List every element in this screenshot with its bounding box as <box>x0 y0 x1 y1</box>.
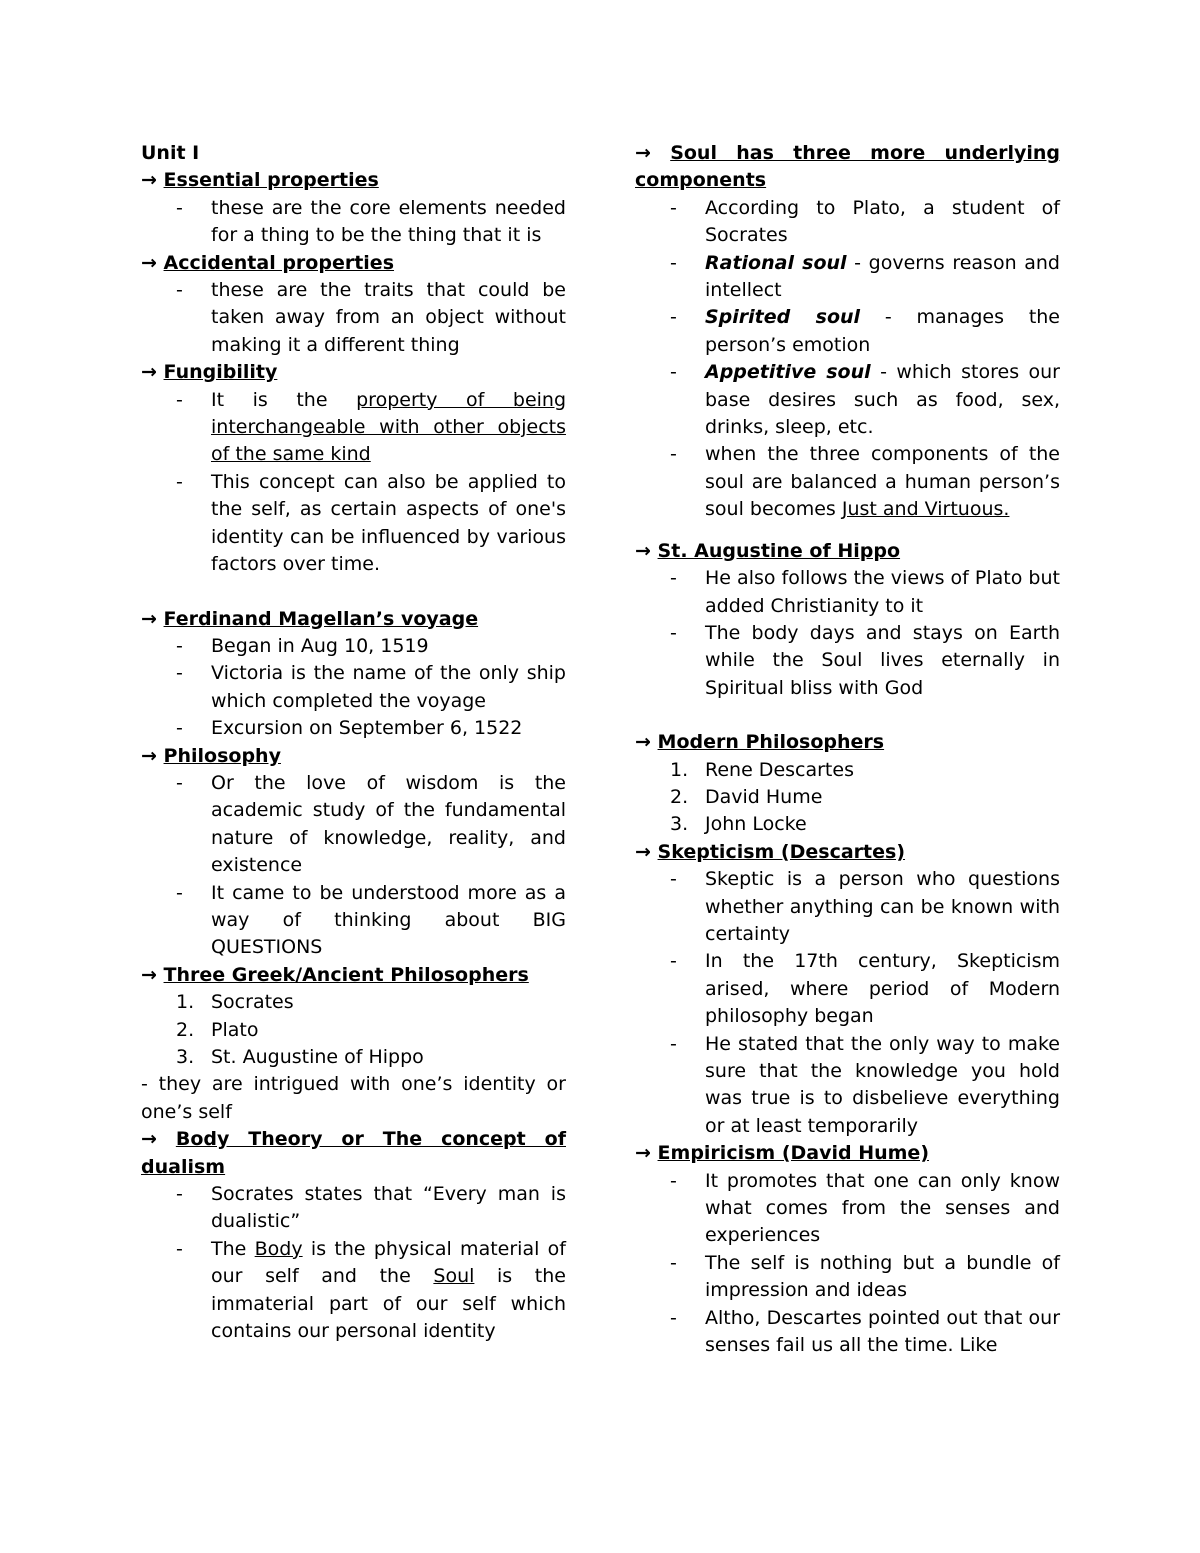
numbered-item: 1. Rene Descartes <box>670 758 854 781</box>
list-item: - According to Plato, a student of Socrates <box>670 196 1060 247</box>
numbered-item: 2. Plato <box>176 1018 259 1041</box>
arrow-icon: → <box>141 1128 157 1151</box>
arrow-icon: → <box>141 251 157 274</box>
arrow-icon: → <box>635 1142 651 1165</box>
list-item: - Skeptic is a person who questions whether anything can be known with certainty <box>670 868 1060 945</box>
arrow-icon: → <box>635 539 651 562</box>
list-item: - It is the property of being interchangeable with other objects of the same kind <box>176 388 567 466</box>
right-column <box>635 140 1060 1359</box>
list-item: - when the three components of the soul are balanced a human person’s soul becomes Just and Virtuous. <box>670 443 1060 521</box>
greek-note: - they are intrigued with one’s identity or one’s self <box>141 1073 566 1123</box>
left-column <box>141 140 566 1345</box>
list-item: - Altho, Descartes pointed out that our senses fail us all the time. Like <box>670 1306 1060 1357</box>
arrow-icon: → <box>141 744 157 767</box>
list-item: - The body days and stays on Earth while the Soul lives eternally in Spiritual bliss with God <box>670 621 1060 699</box>
heading-modern-philosophers: → Modern Philosophers <box>635 731 885 754</box>
heading-st-augustine: → St. Augustine of Hippo <box>635 539 901 562</box>
list-item: - these are the traits that could be taken away from an object without making it a different thing <box>176 279 566 356</box>
list-item: - This concept can also be applied to the self, as certain aspects of one's identity can be influenced by various factors over time. <box>176 470 566 576</box>
numbered-item: 3. St. Augustine of Hippo <box>176 1046 424 1068</box>
heading-magellan-voyage: → Ferdinand Magellan’s voyage <box>141 607 479 630</box>
list-item: - It promotes that one can only know what comes from the senses and experiences <box>670 1169 1060 1247</box>
heading-greek-philosophers: → Three Greek/Ancient Philosophers <box>141 963 529 986</box>
heading-essential-properties: → Essential properties <box>141 169 379 192</box>
arrow-icon: → <box>635 142 651 164</box>
arrow-icon: → <box>635 731 651 754</box>
list-item: - these are the core elements needed for a thing to be the thing that it is <box>176 196 566 247</box>
list-item: - He stated that the only way to make sure that the knowledge you hold was true is to disbelieve everything or at least temporarily <box>670 1032 1060 1137</box>
heading-body-theory: → Body Theory or The concept of dualism <box>141 1128 566 1178</box>
heading-empiricism: → Empiricism (David Hume) <box>635 1142 930 1165</box>
list-item: - Began in Aug 10, 1519 <box>176 634 429 657</box>
heading-philosophy: → Philosophy <box>141 744 281 767</box>
heading-soul-components: → Soul has three more underlying components <box>635 142 1060 192</box>
list-item: - Appetitive soul - which stores our base desires such as food, sex, drinks, sleep, etc. <box>670 361 1060 439</box>
list-item: - The Body is the physical material of our self and the Soul is the immaterial part of our self which contains our personal identity <box>176 1237 566 1343</box>
list-item: - In the 17th century, Skepticism arised, where period of Modern philosophy began <box>670 950 1060 1028</box>
list-item: - Or the love of wisdom is the academic study of the fundamental nature of knowledge, reality, and existence <box>176 771 566 877</box>
arrow-icon: → <box>141 607 157 630</box>
numbered-item: 2. David Hume <box>670 785 823 808</box>
arrow-icon: → <box>141 361 157 384</box>
unit-title: Unit I <box>141 142 200 164</box>
arrow-icon: → <box>141 169 157 192</box>
list-item: - Socrates states that “Every man is dualistic” <box>176 1183 566 1233</box>
numbered-item: 3. John Locke <box>670 813 807 836</box>
list-item: - Excursion on September 6, 1522 <box>176 717 523 740</box>
heading-fungibility: → Fungibility <box>141 361 278 384</box>
list-item: - It came to be understood more as a way of thinking about BIG QUESTIONS <box>176 881 566 959</box>
heading-accidental-properties: → Accidental properties <box>141 251 395 274</box>
list-item: - He also follows the views of Plato but added Christianity to it <box>670 567 1060 617</box>
numbered-item: 1. Socrates <box>176 991 294 1014</box>
list-item: - Victoria is the name of the only ship which completed the voyage <box>176 662 566 712</box>
list-item: - Spirited soul - manages the person’s emotion <box>670 306 1060 356</box>
arrow-icon: → <box>635 840 651 863</box>
arrow-icon: → <box>141 963 157 986</box>
heading-skepticism: → Skepticism (Descartes) <box>635 840 906 863</box>
list-item: - The self is nothing but a bundle of impression and ideas <box>670 1251 1060 1302</box>
list-item: - Rational soul - governs reason and intellect <box>670 251 1060 302</box>
